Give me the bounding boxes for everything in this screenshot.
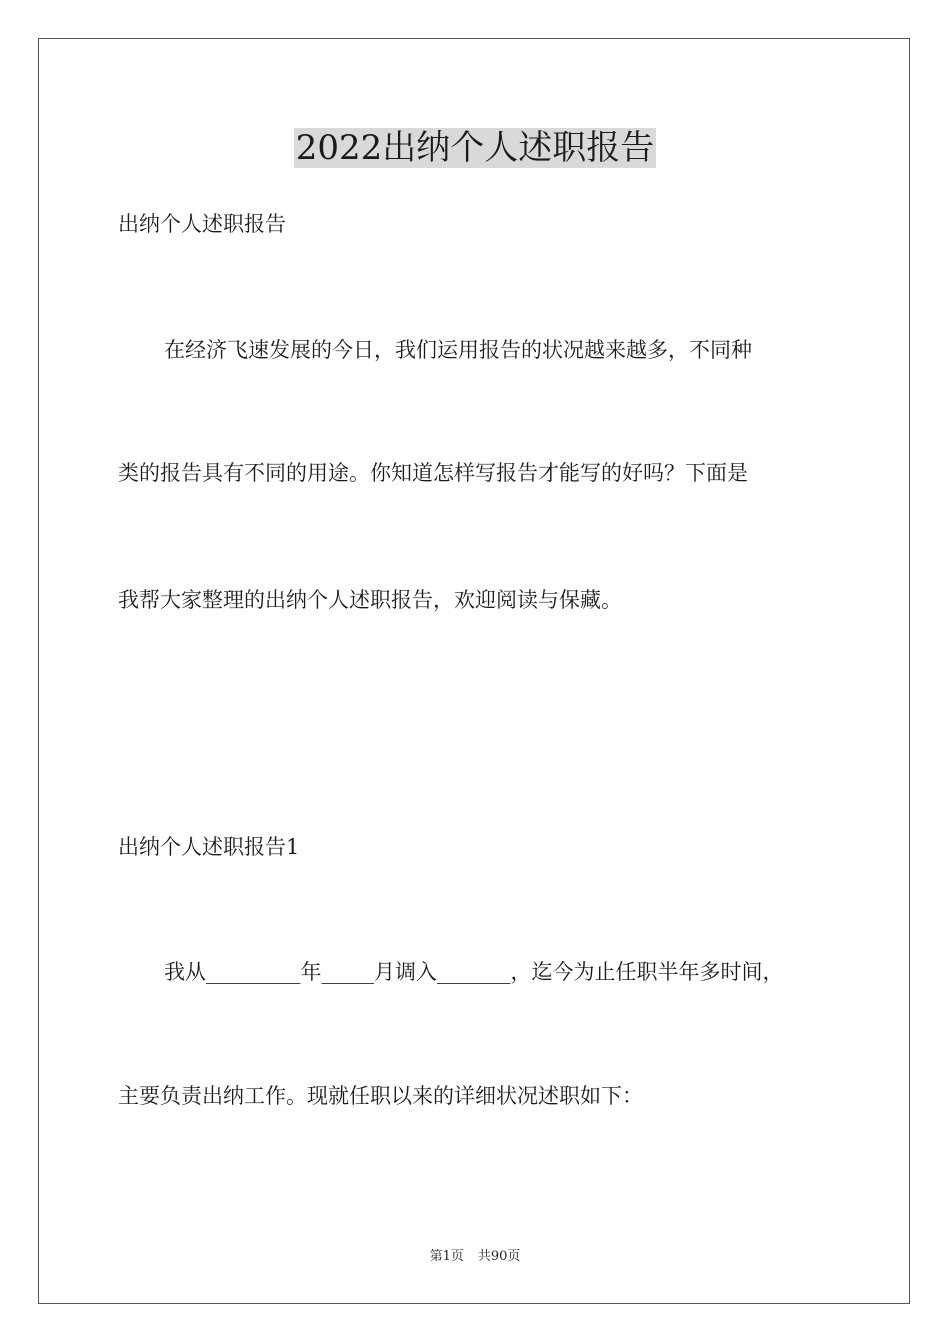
- paragraph-line: 我从_________年_____月调入_______，迄今为止任职半年多时间，: [164, 960, 784, 984]
- paragraph-line: 我帮大家整理的出纳个人述职报告，欢迎阅读与保藏。: [118, 588, 622, 612]
- paragraph-line: 类的报告具有不同的用途。你知道怎样写报告才能写的好吗？下面是: [118, 461, 748, 485]
- page-number: 第1页: [429, 1249, 464, 1264]
- paragraph-line: 主要负责出纳工作。现就任职以来的详细状况述职如下：: [118, 1084, 643, 1108]
- page-total: 共90页: [477, 1249, 521, 1264]
- document-title-text: 2022出纳个人述职报告: [295, 128, 655, 168]
- section-heading: 出纳个人述职报告1: [118, 835, 300, 859]
- document-title: [0, 126, 950, 170]
- document-subtitle: 出纳个人述职报告: [118, 212, 286, 236]
- page-footer: [0, 1248, 950, 1266]
- paragraph-line: 在经济飞速发展的今日，我们运用报告的状况越来越多，不同种: [164, 338, 752, 362]
